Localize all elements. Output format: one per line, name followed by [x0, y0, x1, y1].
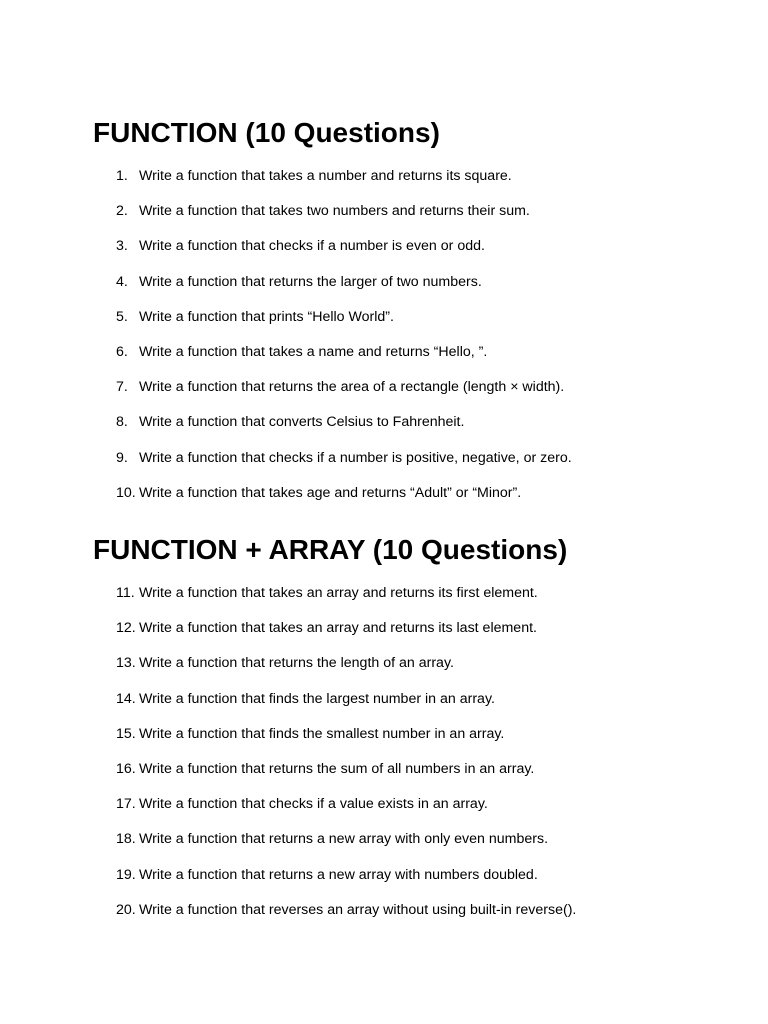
question-text: Write a function that checks if a number is positive, negative, or zero. [139, 449, 572, 466]
question-text: Write a function that converts Celsius to Fahrenheit. [139, 414, 465, 431]
question-number: 1. [116, 168, 128, 184]
question-number: 4. [116, 273, 128, 290]
question-text: Write a function that takes two numbers and returns their sum. [139, 203, 530, 220]
question-text: Write a function that checks if a value exists in an array. [139, 796, 488, 813]
question-text: Write a function that returns the larger of two numbers. [139, 273, 482, 290]
question-text: Write a function that returns the length of an array. [139, 655, 454, 672]
question-number: 19. [116, 866, 136, 883]
question-text: Write a function that takes a name and returns “Hello, ”. [139, 343, 488, 360]
question-text: Write a function that returns a new array with numbers doubled. [139, 866, 538, 883]
question-text: Write a function that takes an array and returns its first element. [139, 585, 538, 601]
question-number: 9. [116, 449, 128, 466]
question-number: 10. [116, 484, 136, 501]
question-number: 16. [116, 760, 136, 777]
question-number: 5. [116, 308, 128, 325]
question-text: Write a function that returns the sum of all numbers in an array. [139, 760, 535, 777]
question-number: 18. [116, 831, 136, 848]
question-number: 8. [116, 414, 128, 431]
question-text: Write a function that returns a new array with only even numbers. [139, 831, 549, 848]
question-text: Write a function that checks if a number is even or odd. [139, 238, 485, 255]
question-number: 2. [116, 203, 128, 220]
question-number: 14. [116, 690, 136, 707]
question-text: Write a function that returns the area of a rectangle (length × width). [139, 379, 565, 396]
question-number: 20. [116, 901, 136, 918]
question-number: 15. [116, 725, 136, 742]
question-text: Write a function that takes age and returns “Adult” or “Minor”. [139, 484, 522, 501]
question-text: Write a function that prints “Hello World”. [139, 308, 394, 325]
question-text: Write a function that finds the largest number in an array. [139, 690, 495, 707]
question-text: Write a function that reverses an array without using built-in reverse(). [139, 901, 577, 918]
question-text: Write a function that takes an array and returns its last element. [139, 620, 537, 637]
question-number: 3. [116, 238, 128, 255]
question-number: 7. [116, 379, 128, 396]
section-title-function-array: FUNCTION + ARRAY (10 Questions) [93, 534, 568, 565]
section-title-function: FUNCTION (10 Questions) [93, 117, 440, 148]
question-number: 13. [116, 655, 136, 672]
question-text: Write a function that finds the smallest number in an array. [139, 725, 505, 742]
question-number: 12. [116, 620, 136, 637]
question-number: 6. [116, 343, 128, 360]
question-number: 11. [116, 585, 135, 601]
question-number: 17. [116, 796, 136, 813]
question-text: Write a function that takes a number and returns its square. [139, 168, 512, 184]
